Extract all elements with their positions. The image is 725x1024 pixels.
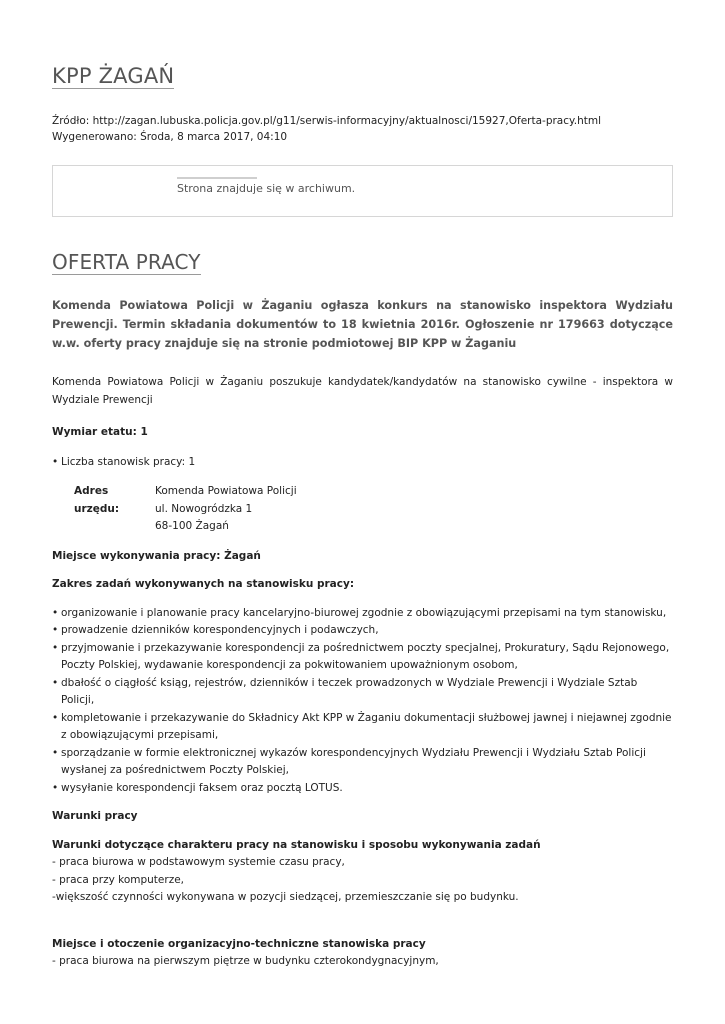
office-address [52,483,673,536]
list-item: • prowadzenie dzienników korespondencyjnych i podawczych, [52,622,673,640]
positions-list [52,454,673,472]
conditions-subheading: Warunki dotyczące charakteru pracy na stanowisku i sposobu wykonywania zadań [52,838,541,851]
etat-line: Wymiar etatu: 1 [52,426,148,438]
list-item: • przyjmowanie i przekazywanie korespondencji za pośrednictwem poczty specjalnej, Prokuratury, Sądu Rejonowego, Poczty Polskiej, wydawanie korespondencji za pokwitowaniem upoważnionym osobom, [52,640,673,675]
archive-notice: Strona znajduje się w archiwum. [177,182,356,195]
condition-line: -większość czynności wykonywana w pozycji siedzącej, przemieszczanie się po budynku. [52,891,519,903]
condition-line: - praca biurowa w podstawowym systemie czasu pracy, [52,856,345,868]
list-item: • organizowanie i planowanie pracy kancelaryjno-biurowej zgodnie z obowiązującymi przepisami na tym stanowisku, [52,605,673,623]
address-label: Adres urzędu: [74,485,120,515]
tasks-heading: Zakres zadań wykonywanych na stanowisku pracy: [52,578,355,590]
condition-line: - praca przy komputerze, [52,873,185,886]
conditions-heading: Warunki pracy [52,810,138,822]
archive-divider [177,177,257,179]
archive-notice-box [52,165,673,217]
workplace-line: - praca biurowa na pierwszym piętrze w budynku czterokondygnacyjnym, [52,955,439,967]
list-item: • Liczba stanowisk pracy: 1 [52,454,673,472]
workplace-subheading: Miejsce i otoczenie organizacyjno-techniczne stanowiska pracy [52,937,426,950]
article-lead: Komenda Powiatowa Policji w Żaganiu ogłasza konkurs na stanowisko inspektora Wydziału Prewencji. Termin składania dokumentów to 18 kwietnia 2016r. Ogłoszenie nr 179663 dotyczące w.w. oferty pracy znajduje się na stronie podmiotowej BIP KPP w Żaganiu [52,299,673,350]
site-title: KPP ŻAGAŃ [52,64,175,88]
article-body [52,374,673,971]
document-meta [52,114,601,145]
article-title: OFERTA PRACY [52,250,201,274]
address-line: 68-100 Żagań [155,520,229,532]
list-item: • sporządzanie w formie elektronicznej wykazów korespondencyjnych Wydziału Prewencji i Wydziału Sztab Policji wysłanej za pośrednictwem Poczty Polskiej, [52,745,673,780]
generated-date: Wygenerowano: Środa, 8 marca 2017, 04:10 [52,130,288,143]
tasks-list [52,605,673,798]
list-item: • kompletowanie i przekazywanie do Składnicy Akt KPP w Żaganiu dokumentacji służbowej jawnej i niejawnej zgodnie z obowiązującymi przepisami, [52,710,673,745]
address-lines [155,483,297,536]
list-item: • wysyłanie korespondencji faksem oraz pocztą LOTUS. [52,780,673,798]
list-item: • dbałość o ciągłość ksiąg, rejestrów, dzienników i teczek prowadzonych w Wydziale Prewencji i Wydziale Sztab Policji, [52,675,673,710]
source-url: Źródło: http://zagan.lubuska.policja.gov.pl/g11/serwis-informacyjny/aktualnosci/15927,Oferta-pracy.html [52,115,601,127]
address-line: Komenda Powiatowa Policji [155,485,297,497]
address-line: ul. Nowogródzka 1 [155,502,253,515]
article-intro: Komenda Powiatowa Policji w Żaganiu poszukuje kandydatek/kandydatów na stanowisko cywilne - inspektora w Wydziale Prewencji [52,376,673,406]
work-place: Miejsce wykonywania pracy: Żagań [52,549,261,562]
